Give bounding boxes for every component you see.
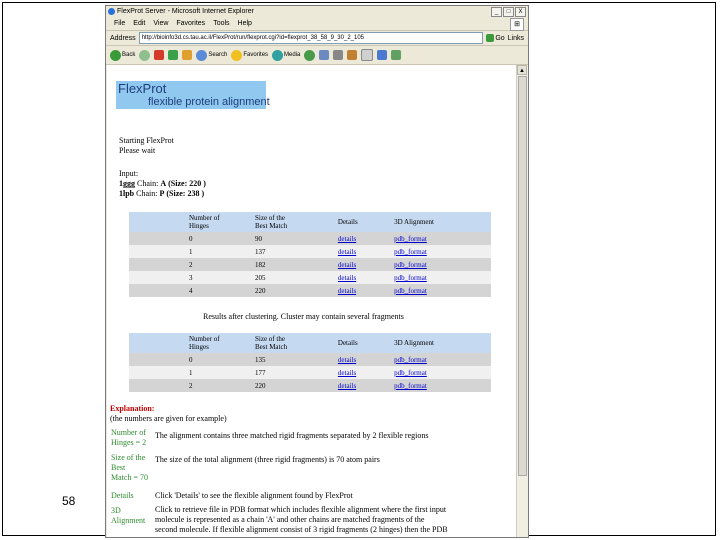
star-icon <box>231 50 242 61</box>
page-content <box>107 65 517 537</box>
forward-arrow-icon <box>139 50 150 61</box>
explanation-title: Explanation: <box>110 404 155 413</box>
menu-file[interactable]: File <box>114 20 126 27</box>
go-arrow-icon <box>486 34 494 42</box>
media-button[interactable]: Media <box>272 50 300 61</box>
pdb-format-link[interactable]: pdb_format <box>394 355 427 364</box>
details-link[interactable]: details <box>337 368 357 377</box>
hinges-cell: 1 <box>129 366 252 379</box>
table-row <box>129 379 491 392</box>
table-row <box>129 245 491 258</box>
mail-icon[interactable] <box>319 50 329 60</box>
pdb-format-link[interactable]: pdb_format <box>394 381 427 390</box>
term-alignment-line-1: 3D <box>111 506 121 515</box>
history-icon[interactable] <box>304 50 315 61</box>
explanation-alignment-line-1: Click to retrieve file in PDB format which includes flexible alignment where the first input <box>155 505 447 514</box>
print-icon[interactable] <box>333 50 343 60</box>
explanation-subtitle: (the numbers are given for example) <box>110 414 227 423</box>
size-cell: 90 <box>252 232 335 245</box>
edit-icon[interactable] <box>347 50 357 60</box>
favorites-button[interactable]: Favorites <box>231 50 268 61</box>
menu-edit[interactable]: Edit <box>133 20 146 27</box>
explanation-alignment-line-2: molecule is represented as a chain 'A' and other chains are matched fragments of the <box>155 515 425 524</box>
refresh-icon[interactable] <box>168 50 178 60</box>
details-link[interactable]: details <box>337 260 357 269</box>
table-row <box>129 232 491 245</box>
details-link[interactable]: details <box>337 381 357 390</box>
forward-button[interactable] <box>139 50 150 61</box>
details-link[interactable]: details <box>337 234 357 243</box>
header-size: Size of the Best Match <box>252 333 335 353</box>
explanation-details: Click 'Details' to see the flexible alignment found by FlexProt <box>155 491 353 500</box>
term-hinges-line-2: Hinges = 2 <box>111 438 147 447</box>
minimize-button[interactable]: _ <box>491 7 502 17</box>
size-cell: 220 <box>252 284 335 297</box>
term-size-line-3: Match = 70 <box>111 473 148 482</box>
maximize-button[interactable]: □ <box>503 7 514 17</box>
table-row <box>129 284 491 297</box>
hinges-cell: 0 <box>129 353 252 366</box>
discuss-icon[interactable] <box>361 49 373 61</box>
research-icon[interactable] <box>391 50 401 60</box>
pdb-format-link[interactable]: pdb_format <box>394 234 427 243</box>
menu-help[interactable]: Help <box>237 20 252 27</box>
pdb-format-link[interactable]: pdb_format <box>394 286 427 295</box>
explanation-size: The size of the total alignment (three rigid fragments) is 70 atom pairs <box>155 455 380 464</box>
ie-logo-icon <box>108 8 115 15</box>
hinges-cell: 4 <box>129 284 252 297</box>
address-input[interactable]: http://bioinfo3d.cs.tau.ac.il/FlexProt/run/flexprot.cgi?id=flexprot_38_58_9_30_2_105 <box>139 32 484 44</box>
browser-window <box>105 5 529 538</box>
hinges-cell: 0 <box>129 232 252 245</box>
flexprot-logo: FlexProt flexible protein alignment <box>118 81 270 108</box>
details-link[interactable]: details <box>337 286 357 295</box>
header-alignment: 3D Alignment <box>391 333 491 353</box>
address-label: Address <box>110 34 136 42</box>
windows-flag-icon: ⊞ <box>510 18 524 31</box>
header-hinges: Number of Hinges <box>129 333 252 353</box>
table-row <box>129 258 491 271</box>
size-cell: 135 <box>252 353 335 366</box>
term-hinges-line-1: Number of <box>111 428 146 437</box>
size-cell: 177 <box>252 366 335 379</box>
menu-view[interactable]: View <box>153 20 169 27</box>
header-hinges: Number of Hinges <box>129 212 252 232</box>
table-row <box>129 271 491 284</box>
size-cell: 137 <box>252 245 335 258</box>
hinges-cell: 2 <box>129 379 252 392</box>
menu-favorites[interactable]: Favorites <box>176 20 206 27</box>
hinges-cell: 1 <box>129 245 252 258</box>
results-table <box>129 212 491 297</box>
term-details: Details <box>111 491 134 500</box>
header-alignment: 3D Alignment <box>391 212 491 232</box>
messenger-icon[interactable] <box>377 50 387 60</box>
input-heading: Input: <box>119 169 139 178</box>
home-icon[interactable] <box>182 50 192 60</box>
menu-bar <box>106 17 528 31</box>
header-details: Details <box>335 333 391 353</box>
size-cell: 220 <box>252 379 335 392</box>
explanation-alignment-line-3: second molecule. If flexible alignment consist of 3 rigid fragments (2 hinges) then the PDB <box>155 525 448 534</box>
clustering-note: Results after clustering. Cluster may contain several fragments <box>203 312 404 321</box>
hinges-cell: 3 <box>129 271 252 284</box>
toolbar <box>106 46 528 65</box>
input-mol1: 1ggg Chain: A (Size: 220 ) <box>119 179 206 188</box>
address-bar <box>106 31 528 46</box>
header-details: Details <box>335 212 391 232</box>
scroll-up-icon[interactable]: ▲ <box>517 65 527 75</box>
title-bar <box>106 6 528 17</box>
status-line-1: Starting FlexProt <box>119 136 174 145</box>
details-link[interactable]: details <box>337 247 357 256</box>
hinges-cell: 2 <box>129 258 252 271</box>
details-link[interactable]: details <box>337 355 357 364</box>
slide-number: 58 <box>62 494 76 508</box>
stop-icon[interactable] <box>154 50 164 60</box>
pdb-format-link[interactable]: pdb_format <box>394 368 427 377</box>
close-button[interactable]: X <box>515 7 526 17</box>
pdb-format-link[interactable]: pdb_format <box>394 247 427 256</box>
search-button[interactable]: Search <box>196 50 227 61</box>
details-link[interactable]: details <box>337 273 357 282</box>
size-cell: 205 <box>252 271 335 284</box>
status-line-2: Please wait <box>119 146 156 155</box>
media-icon <box>272 50 283 61</box>
header-size: Size of the Best Match <box>252 212 335 232</box>
menu-tools[interactable]: Tools <box>213 20 230 27</box>
back-button[interactable]: Back <box>110 50 135 61</box>
term-size-line-2: Best <box>111 463 126 472</box>
pdb-format-link[interactable]: pdb_format <box>394 260 427 269</box>
pdb-format-link[interactable]: pdb_format <box>394 273 427 282</box>
vertical-scrollbar[interactable] <box>516 65 528 537</box>
explanation-hinges: The alignment contains three matched rigid fragments separated by 2 flexible regions <box>155 431 429 440</box>
table-row <box>129 353 491 366</box>
term-alignment-line-2: Alignment <box>111 516 146 525</box>
size-cell: 182 <box>252 258 335 271</box>
links-button[interactable]: Links <box>507 34 524 42</box>
table-row <box>129 366 491 379</box>
back-arrow-icon <box>110 50 121 61</box>
scroll-thumb[interactable] <box>518 76 527 476</box>
go-button[interactable]: Go <box>486 34 504 42</box>
term-size-line-1: Size of the <box>111 453 146 462</box>
window-title: FlexProt Server - Microsoft Internet Explorer <box>117 8 254 15</box>
clustered-results-table <box>129 333 491 392</box>
search-icon <box>196 50 207 61</box>
input-mol2: 1lpb Chain: P (Size: 238 ) <box>119 189 205 198</box>
